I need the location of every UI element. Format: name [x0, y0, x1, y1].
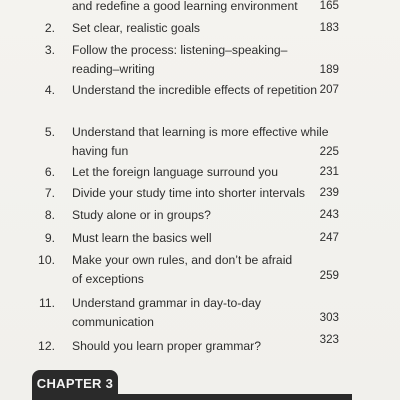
- toc-entry-number: 3.: [44, 43, 55, 57]
- toc-entry-title-cont: communication: [72, 315, 154, 329]
- toc-entry-number: 2.: [44, 21, 55, 35]
- toc-entry-page: 243: [319, 208, 339, 221]
- toc-entry-title: Should you learn proper grammar?: [72, 339, 262, 353]
- toc-entry-number: 9.: [44, 231, 55, 245]
- toc-entry-number: 6.: [44, 165, 55, 179]
- toc-entry-page: 323: [319, 333, 339, 346]
- toc-entry-page: 183: [319, 21, 339, 34]
- toc-entry-title: Study alone or in groups?: [72, 208, 211, 222]
- toc-entry-number: 8.: [44, 208, 55, 222]
- toc-entry-page: 165: [319, 0, 339, 12]
- toc-entry-number: 11.: [38, 296, 55, 310]
- toc-entry-title: Understand the incredible effects of repetition: [72, 83, 318, 97]
- toc-entry-page: 247: [319, 231, 339, 244]
- toc-entry-title: Understand grammar in day-to-day: [72, 296, 261, 310]
- toc-entry-title-cont: of exceptions: [72, 272, 144, 286]
- toc-entry-title: and redefine a good learning environment: [72, 0, 298, 13]
- toc-entry-number: 7.: [44, 186, 55, 200]
- toc-entry-title: Make your own rules, and don’t be afraid: [72, 253, 293, 267]
- chapter-rule: [32, 394, 352, 400]
- toc-entry-number: 12.: [38, 339, 55, 353]
- toc-entry-title: Let the foreign language surround you: [72, 165, 278, 179]
- chapter-badge: [32, 370, 118, 396]
- toc-entry-title-cont: reading–writing: [72, 62, 155, 76]
- toc-entry-page: 189: [319, 63, 339, 76]
- toc-entry-page: 259: [319, 269, 339, 282]
- toc-entry-title: Set clear, realistic goals: [72, 21, 201, 35]
- toc-entry-page: 225: [319, 145, 339, 158]
- toc-entry-number: 10.: [38, 253, 55, 267]
- toc-entry-title-cont: having fun: [72, 144, 129, 158]
- toc-entry-number: 5.: [44, 125, 55, 139]
- toc-entry-page: 231: [319, 165, 339, 178]
- toc-entry-title: Understand that learning is more effective while: [72, 125, 329, 139]
- toc-entry-page: 207: [319, 83, 339, 96]
- toc-entry-title: Follow the process: listening–speaking–: [72, 43, 288, 57]
- toc-entry-title: Divide your study time into shorter intervals: [72, 186, 306, 200]
- chapter-label: CHAPTER 3: [36, 376, 114, 391]
- toc-entry-title: Must learn the basics well: [72, 231, 212, 245]
- toc-entry-page: 303: [319, 311, 339, 324]
- toc-entry-page: 239: [319, 186, 339, 199]
- toc-entry-number: 4.: [44, 83, 55, 97]
